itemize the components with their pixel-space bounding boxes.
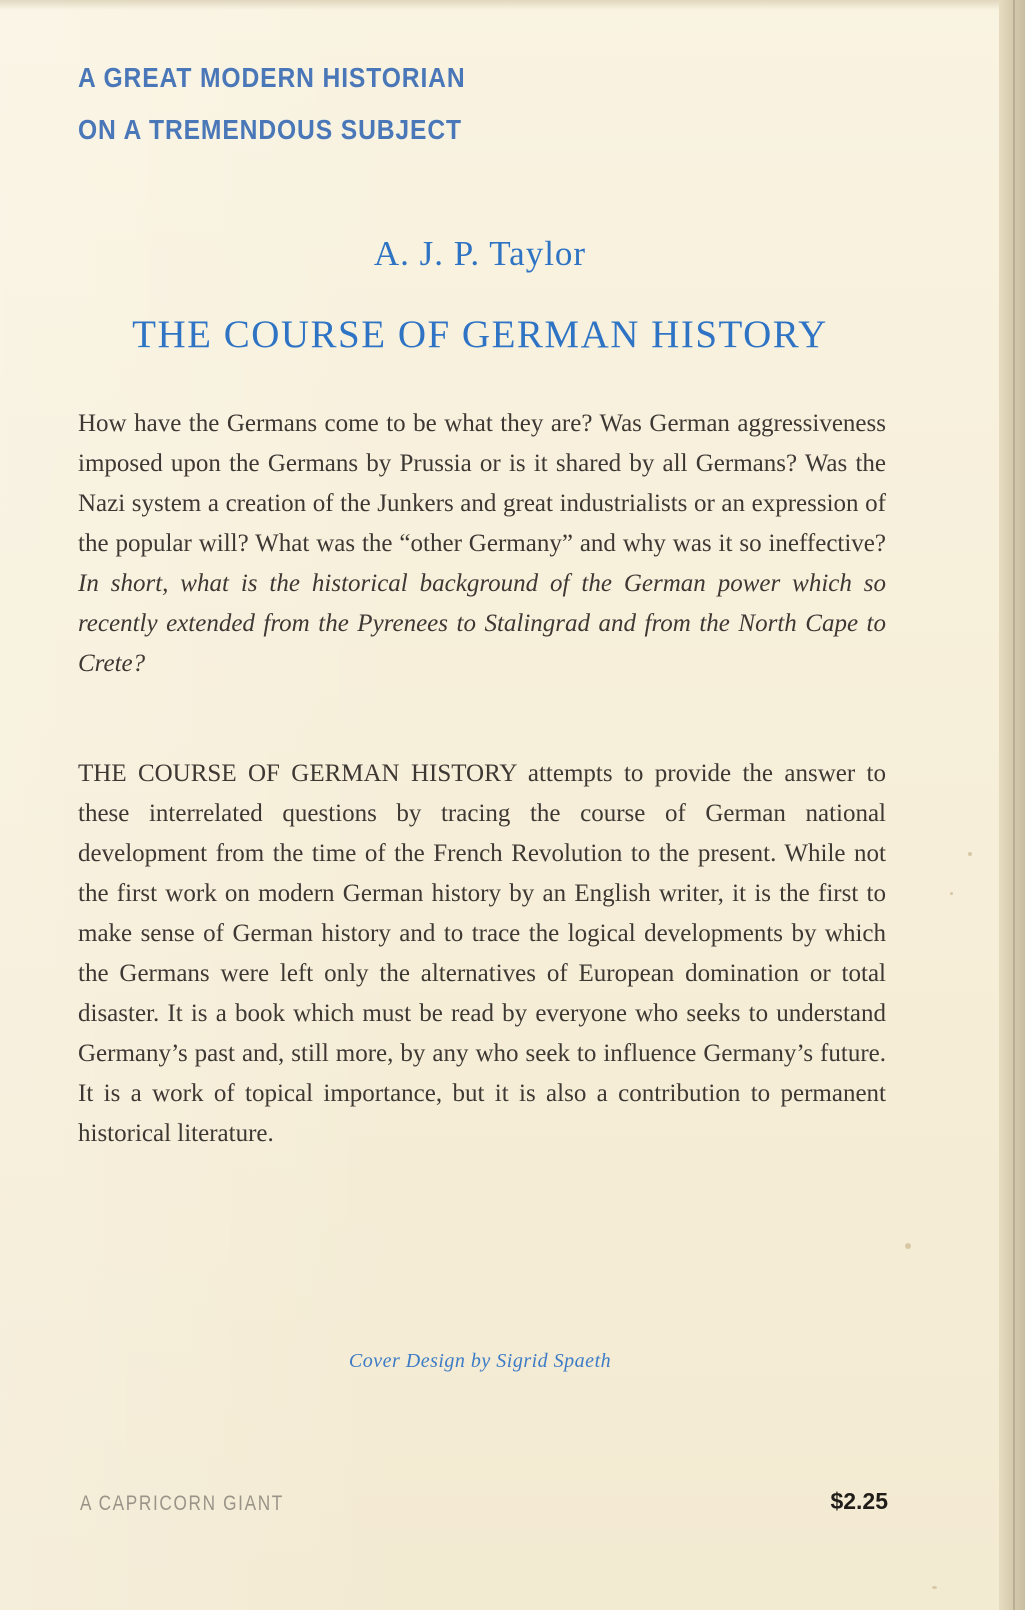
page-top-edge [0,0,1025,10]
description-summary-question: In short, what is the historical background of the German power which so recently extended from the Pyrenees to Stalingrad and from the North Cape to Crete? [78,570,886,677]
series-imprint: A CAPRICORN GIANT [80,1492,284,1515]
paper-speck [932,1586,937,1589]
description-paragraph-2: THE COURSE OF GERMAN HISTORY attempts to provide the answer to these interrelated questions by tracing the course of German national development from the time of the French Revolution to the present. While not the first work on modern German history by an English writer, it is the first to make sense of German history and to trace the logical developments by which the Germans were left only the alternatives of European domination or total disaster. It is a book which must be read by everyone who seeks to understand Germany’s past and, still more, by any who seek to influence Germany’s future. It is a work of topical importance, but it is also a contribution to permanent historical literature. [78,760,886,1147]
tagline-line-1: A GREAT MODERN HISTORIAN [78,62,466,93]
page-right-edge [999,0,1025,1610]
paper-speck [968,852,972,856]
book-title: THE COURSE OF GERMAN HISTORY [132,313,828,356]
price-label: $2.25 [830,1488,888,1514]
description-paragraph-1 [78,404,886,684]
description-questions: How have the Germans come to be what they are? Was German aggressiveness imposed upon the Germans by Prussia or is it shared by all Germans? Was the Nazi system a creation of the Junkers and great industrialists or an expression of the popular will? What was the “other Germany” and why was it so ineffective? [78,410,886,557]
paper-speck [950,892,953,895]
author-name: A. J. P. Taylor [373,234,587,273]
tagline-line-2: ON A TREMENDOUS SUBJECT [78,114,462,145]
cover-design-credit: Cover Design by Sigrid Spaeth [348,1350,612,1372]
paper-speck [905,1243,911,1249]
spine-fold-line [1013,0,1015,1610]
